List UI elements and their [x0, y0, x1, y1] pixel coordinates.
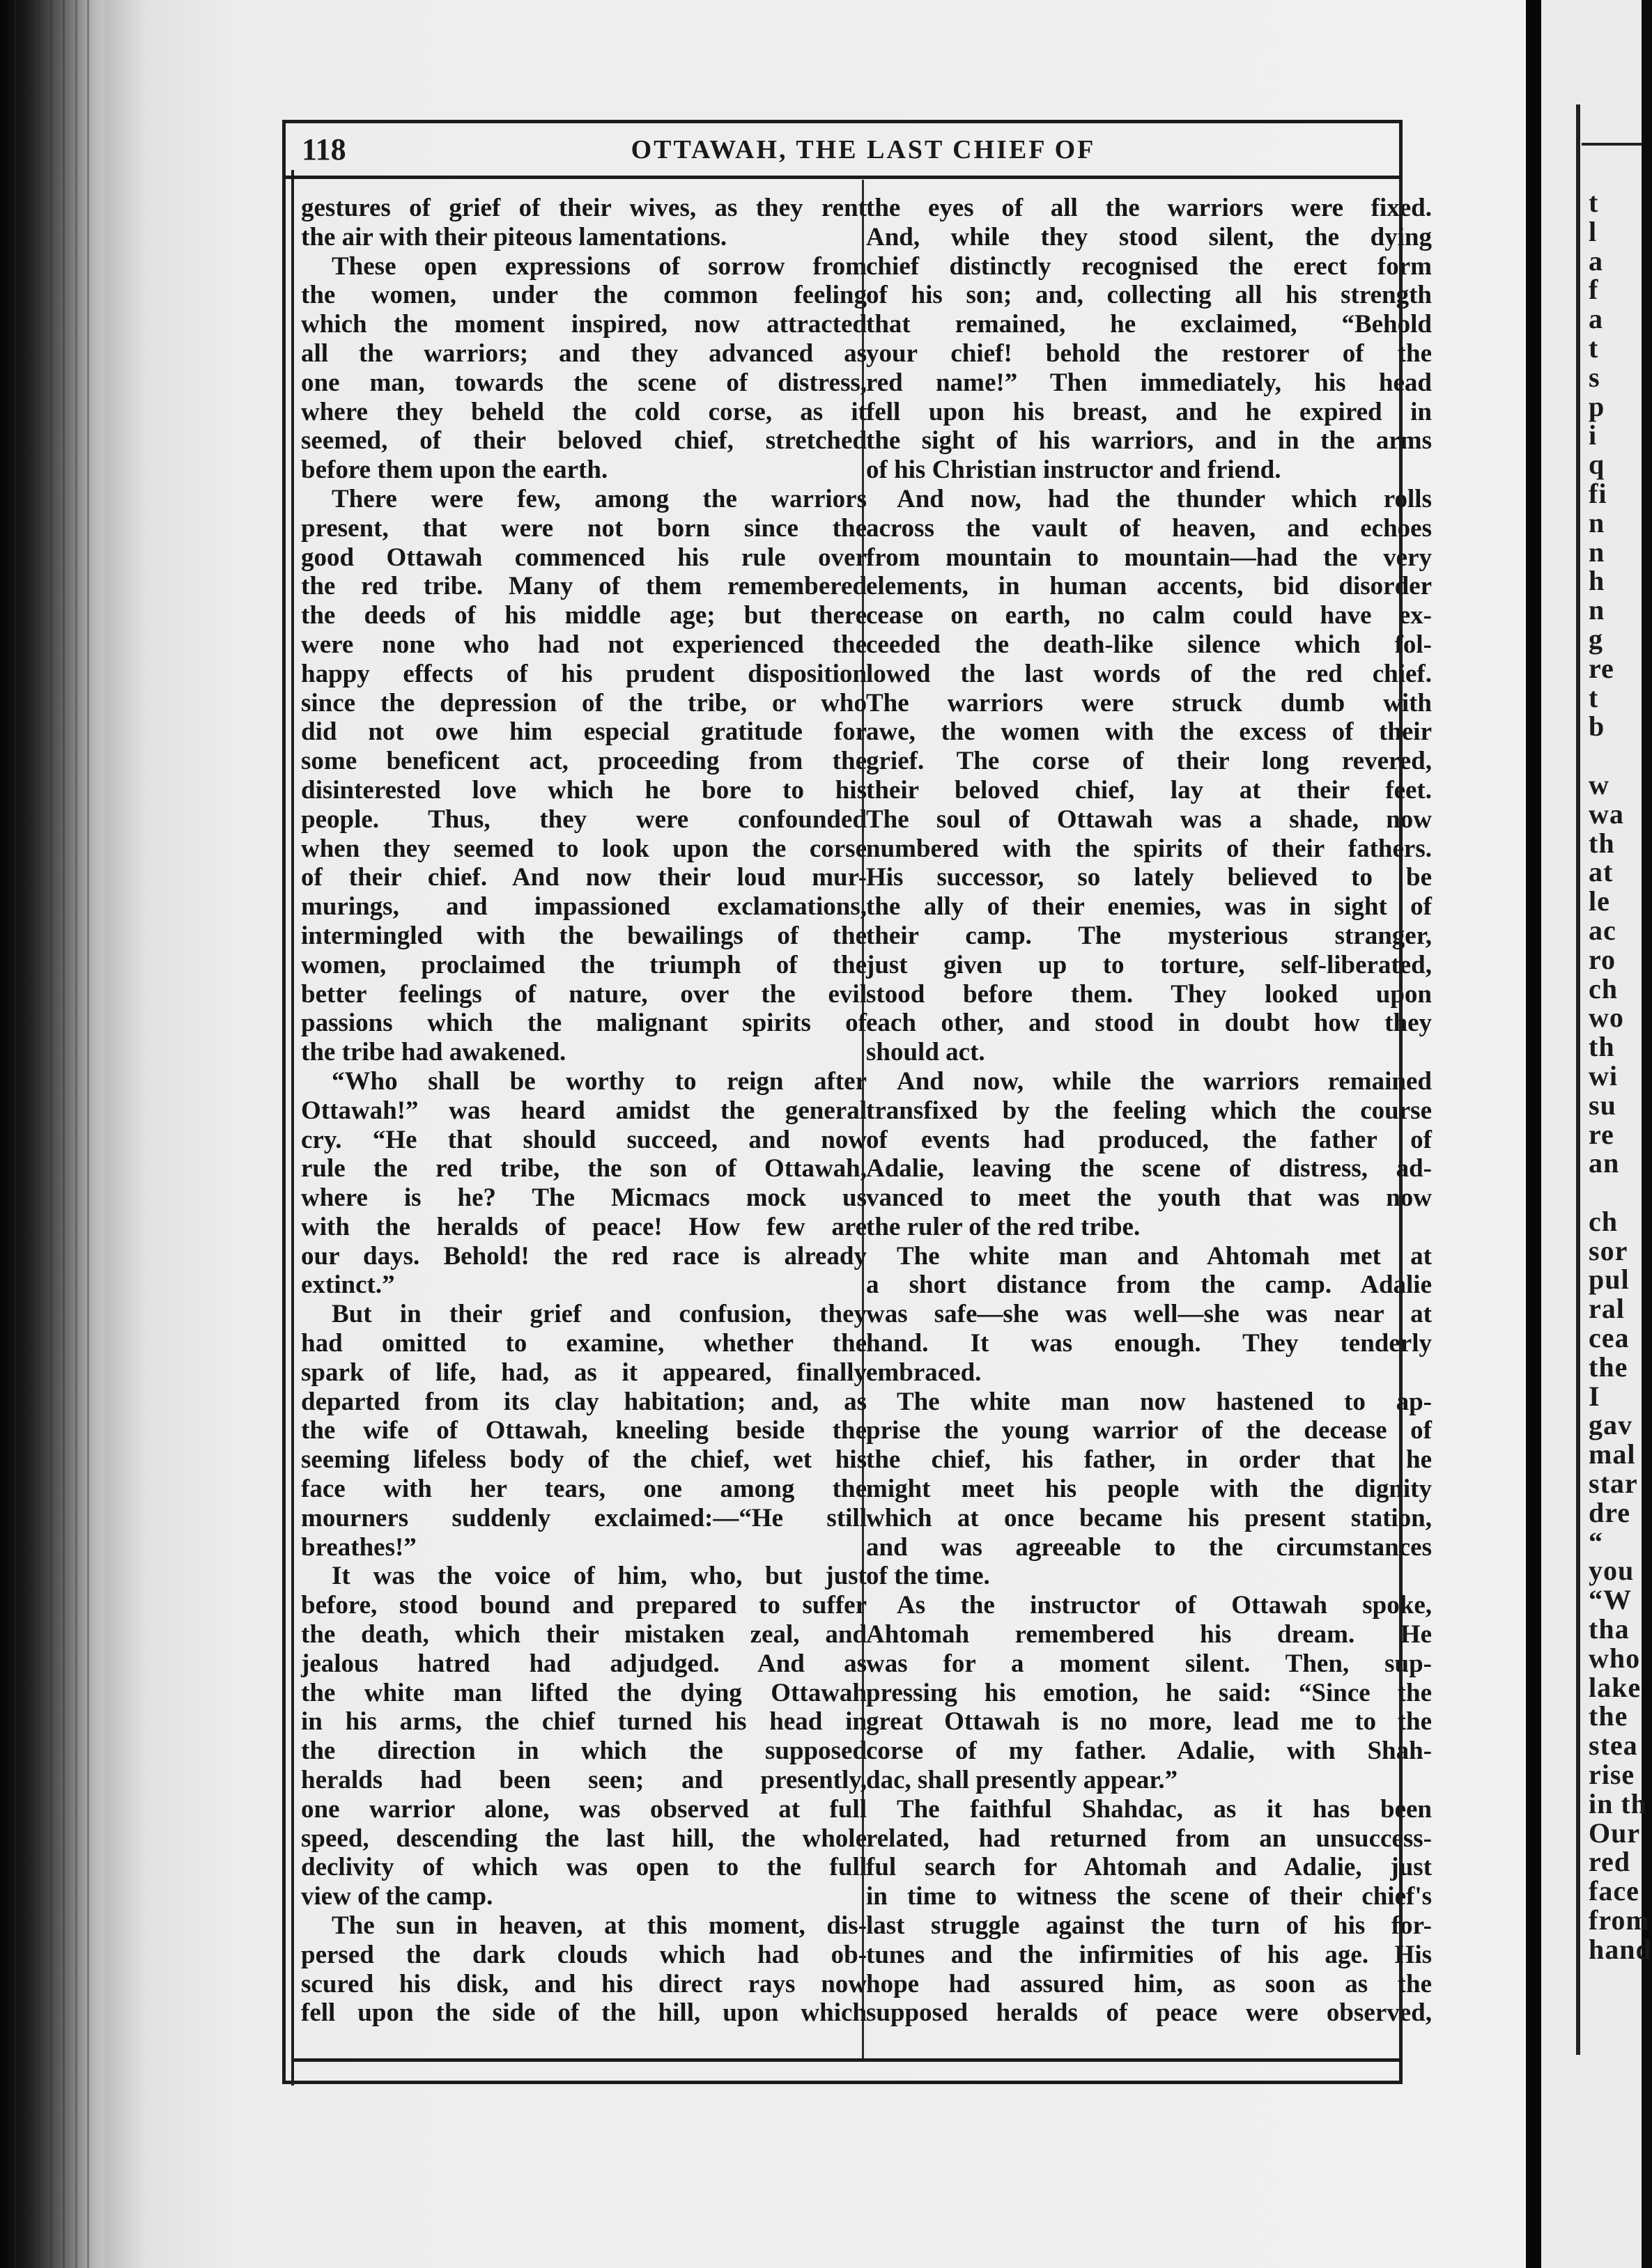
fragment-line: th	[1589, 827, 1615, 859]
fragment-line: Our	[1589, 1817, 1641, 1849]
page-edge-line	[63, 0, 65, 2268]
text-line: chief distinctly recognised the erect form	[866, 251, 1432, 281]
text-line: with the heralds of peace! How few are	[301, 1212, 867, 1241]
fragment-line: face	[1589, 1875, 1639, 1907]
text-line: These open expressions of sorrow from	[332, 251, 867, 281]
page-number: 118	[302, 132, 346, 166]
text-line: There were few, among the warriors	[332, 484, 867, 513]
text-line: the wife of Ottawah, kneeling beside the	[301, 1416, 867, 1445]
page-edge-line	[75, 0, 77, 2268]
text-line: a short distance from the camp. Adalie	[866, 1271, 1432, 1300]
fragment-line: i	[1589, 419, 1598, 451]
page-edge-line	[87, 0, 89, 2268]
text-line: stood before them. They looked upon	[866, 979, 1432, 1009]
text-line: scured his disk, and his direct rays now	[301, 1969, 867, 1998]
fragment-line: p	[1589, 390, 1605, 422]
text-line: red name!” Then immediately, his head	[866, 368, 1432, 397]
fragment-line: g	[1589, 623, 1603, 655]
fragment-line: rise	[1589, 1759, 1635, 1791]
text-line: which the moment inspired, now attracted	[301, 310, 867, 339]
text-line: each other, and stood in doubt how they	[866, 1009, 1432, 1038]
facing-page-text	[1589, 187, 1652, 1965]
text-line: rule the red tribe, the son of Ottawah,	[301, 1154, 867, 1183]
text-line: the red tribe. Many of them remembered	[301, 572, 867, 601]
text-line: people. Thus, they were confounded	[301, 805, 867, 834]
fragment-line: “	[1589, 1525, 1603, 1558]
page-edge-line	[38, 0, 40, 2268]
text-line: disinterested love which he bore to his	[301, 775, 867, 805]
text-line: Adalie, leaving the scene of distress, ad-	[866, 1154, 1432, 1183]
facing-page-frame	[1576, 104, 1580, 2055]
text-line: supposed heralds of peace were observed,	[866, 1998, 1432, 2028]
text-line: did not owe him especial gratitude for	[301, 717, 867, 747]
text-line: the eyes of all the warriors were fixed.	[866, 194, 1432, 222]
fragment-line: b	[1589, 710, 1605, 743]
text-column-left	[301, 194, 867, 2028]
fragment-line: l	[1589, 215, 1598, 247]
fragment-line: star	[1589, 1468, 1638, 1500]
text-line: was safe—she was well—she was near at	[866, 1300, 1432, 1329]
page-edge-line	[26, 0, 29, 2268]
fragment-line: wa	[1589, 798, 1624, 830]
fragment-line: red	[1589, 1846, 1631, 1878]
text-line: since the depression of the tribe, or who	[301, 688, 867, 717]
text-line: The soul of Ottawah was a shade, now	[866, 805, 1432, 834]
text-line: the sight of his warriors, and in the arms	[866, 426, 1432, 456]
fragment-line: cea	[1589, 1322, 1630, 1354]
text-line: their camp. The mysterious stranger,	[866, 921, 1432, 950]
fragment-line: ral	[1589, 1293, 1625, 1325]
text-line: The faithful Shahdac, as it has been	[897, 1794, 1432, 1824]
text-line: cease on earth, no calm could have ex-	[866, 601, 1432, 630]
text-line: some beneficent act, proceeding from the	[301, 747, 867, 776]
fragment-line: h	[1589, 565, 1605, 597]
book-gutter	[1526, 0, 1541, 2268]
text-line: As the instructor of Ottawah spoke,	[897, 1591, 1432, 1620]
fragment-line: t	[1589, 332, 1599, 364]
text-line: declivity of which was open to the full	[301, 1853, 867, 1882]
text-line: and was agreeable to the circumstances	[866, 1532, 1432, 1562]
text-line: had omitted to examine, whether the	[301, 1329, 867, 1358]
text-line: intermingled with the bewailings of the	[301, 921, 867, 950]
text-line: And now, had the thunder which rolls	[897, 484, 1432, 513]
text-line: passions which the malignant spirits of	[301, 1009, 867, 1038]
text-line: women, proclaimed the triumph of the	[301, 950, 867, 979]
text-line: fell upon his breast, and he expired in	[866, 397, 1432, 426]
text-line: our days. Behold! the red race is already	[301, 1241, 867, 1271]
facing-page-header-rule	[1582, 143, 1642, 146]
fragment-line: at	[1589, 856, 1614, 888]
text-line: the ally of their enemies, was in sight of	[866, 892, 1432, 922]
fragment-line: the	[1589, 1351, 1628, 1383]
text-line: might meet his people with the dignity	[866, 1475, 1432, 1504]
page-header	[282, 129, 1403, 171]
fragment-line: w	[1589, 768, 1609, 800]
text-line: pressing his emotion, he said: “Since the	[866, 1678, 1432, 1707]
text-line: The white man and Ahtomah met at	[897, 1241, 1432, 1271]
text-line: vanced to meet the youth that was now	[866, 1183, 1432, 1213]
fragment-line: gav	[1589, 1409, 1632, 1441]
text-line: of events had produced, the father of	[866, 1125, 1432, 1154]
text-line: gestures of grief of their wives, as they rent	[301, 194, 867, 222]
text-line: The sun in heaven, at this moment, dis-	[332, 1911, 867, 1941]
fragment-line: who	[1589, 1642, 1641, 1674]
fragment-line: wo	[1589, 1002, 1624, 1034]
text-line: related, had returned from an unsuccess-	[866, 1824, 1432, 1853]
text-line: happy effects of his prudent disposition	[301, 659, 867, 688]
header-rule	[282, 176, 1403, 179]
fragment-line: sor	[1589, 1234, 1628, 1266]
text-line: when they seemed to look upon the corse	[301, 834, 867, 863]
fragment-line: ro	[1589, 943, 1616, 975]
text-line: dac, shall presently appear.”	[866, 1766, 1178, 1795]
fragment-line: th	[1589, 1031, 1615, 1063]
text-line: It was the voice of him, who, but just	[332, 1562, 867, 1591]
text-line: view of the camp.	[301, 1882, 493, 1911]
text-line: which at once became his present station,	[866, 1503, 1432, 1532]
fragment-line: I	[1589, 1380, 1600, 1412]
text-line: elements, in human accents, bid disorder	[866, 572, 1432, 601]
fragment-line: re	[1589, 652, 1614, 684]
fragment-line: n	[1589, 594, 1605, 626]
text-line: the death, which their mistaken zeal, and	[301, 1620, 867, 1649]
frame-inner-rule	[291, 170, 294, 2086]
text-line: speed, descending the last hill, the whole	[301, 1824, 867, 1853]
text-line: hand. It was enough. They tenderly	[866, 1329, 1432, 1358]
text-line: last struggle against the turn of his for-	[866, 1911, 1432, 1941]
text-line: from mountain to mountain—had the very	[866, 543, 1432, 572]
fragment-line: fi	[1589, 477, 1607, 509]
text-line: the tribe had awakened.	[301, 1038, 566, 1067]
text-line: should act.	[866, 1038, 985, 1067]
fragment-line: a	[1589, 303, 1603, 335]
text-line: before, stood bound and prepared to suffer	[301, 1591, 867, 1620]
text-line: your chief! behold the restorer of the	[866, 339, 1432, 368]
fragment-line: an	[1589, 1147, 1620, 1179]
text-line: where they beheld the cold corse, as it	[301, 397, 867, 426]
page-edge-line	[14, 0, 16, 2268]
text-line: persed the dark clouds which had ob-	[301, 1940, 867, 1969]
text-line: And now, while the warriors remained	[897, 1066, 1432, 1096]
text-line: cry. “He that should succeed, and now	[301, 1125, 867, 1154]
text-line: tunes and the infirmities of his age. His	[866, 1940, 1432, 1969]
fragment-line	[1589, 1178, 1644, 1207]
text-line: fell upon the side of the hill, upon which	[301, 1998, 867, 2028]
text-line: the deeds of his middle age; but there	[301, 601, 867, 630]
text-line: good Ottawah commenced his rule over	[301, 543, 867, 572]
running-head: OTTAWAH, THE LAST CHIEF OF	[631, 135, 1096, 164]
text-line: were none who had not experienced the	[301, 630, 867, 659]
text-line: in his arms, the chief turned his head in	[301, 1707, 867, 1737]
fragment-line: mal	[1589, 1438, 1636, 1470]
text-column-right	[866, 194, 1432, 2028]
text-line: across the vault of heaven, and echoes	[866, 513, 1432, 543]
text-line: one man, towards the scene of distress,	[301, 368, 867, 397]
text-line: murings, and impassioned exclamations,	[301, 892, 867, 922]
text-line: the chief, his father, in order that he	[866, 1445, 1432, 1475]
fragment-line: ch	[1589, 1205, 1618, 1237]
fragment-line: “W	[1589, 1584, 1632, 1616]
text-line: great Ottawah is no more, lead me to the	[866, 1707, 1432, 1737]
text-line: hope had assured him, as soon as the	[866, 1969, 1432, 1998]
text-line: The white man now hastened to ap-	[897, 1387, 1432, 1416]
fragment-line: su	[1589, 1089, 1616, 1121]
text-line: of his son; and, collecting all his strength	[866, 281, 1432, 310]
bottom-rule	[293, 2058, 1403, 2062]
text-line: that remained, he exclaimed, “Behold	[866, 310, 1432, 339]
fragment-line: t	[1589, 681, 1599, 713]
fragment-line: the	[1589, 1700, 1628, 1732]
text-line: And, while they stood silent, the dying	[866, 222, 1432, 251]
text-line: of the time.	[866, 1562, 990, 1591]
fragment-line: wi	[1589, 1059, 1618, 1092]
facing-page-fragment	[1541, 0, 1652, 2268]
fragment-line: n	[1589, 506, 1605, 538]
text-line: before them upon the earth.	[301, 456, 608, 485]
text-line: the ruler of the red tribe.	[866, 1212, 1141, 1241]
text-line: was for a moment silent. Then, sup-	[866, 1649, 1432, 1678]
text-line: corse of my father. Adalie, with Shah-	[866, 1737, 1432, 1766]
fragment-line: n	[1589, 536, 1605, 568]
fragment-line: le	[1589, 885, 1610, 917]
text-line: one warrior alone, was observed at full	[301, 1794, 867, 1824]
fragment-line: t	[1589, 187, 1599, 218]
text-line: just given up to torture, self-liberated,	[866, 950, 1432, 979]
text-line: numbered with the spirits of their fathers.	[866, 834, 1432, 863]
text-line: transfixed by the feeling which the course	[866, 1096, 1432, 1125]
text-line: present, that were not born since the	[301, 513, 867, 543]
text-line: Ahtomah remembered his dream. He	[866, 1620, 1432, 1649]
text-line: ful search for Ahtomah and Adalie, just	[866, 1853, 1432, 1882]
fragment-line: you	[1589, 1555, 1635, 1587]
text-line: all the warriors; and they advanced as	[301, 339, 867, 368]
text-line: ceeded the death-like silence which fol-	[866, 630, 1432, 659]
text-line: extinct.”	[301, 1271, 395, 1300]
fragment-line: from	[1589, 1904, 1650, 1936]
text-line: the white man lifted the dying Ottawah	[301, 1678, 867, 1707]
fragment-line: tha	[1589, 1613, 1630, 1645]
text-line: Ottawah!” was heard amidst the general	[301, 1096, 867, 1125]
text-line: face with her tears, one among the	[301, 1475, 867, 1504]
fragment-line: stea	[1589, 1730, 1638, 1762]
text-line: the women, under the common feeling	[301, 281, 867, 310]
fragment-line: ch	[1589, 972, 1618, 1004]
text-line: lowed the last words of the red chief.	[866, 659, 1432, 688]
fragment-line	[1589, 741, 1644, 770]
text-line: seeming lifeless body of the chief, wet his	[301, 1445, 867, 1475]
text-line: the air with their piteous lamentations.	[301, 222, 727, 251]
text-line: of their chief. And now their loud mur-	[301, 863, 867, 892]
fragment-line: hand	[1589, 1933, 1652, 1965]
text-line: embraced.	[866, 1358, 982, 1387]
text-line: jealous hatred had adjudged. And as	[301, 1649, 867, 1678]
text-line: better feelings of nature, over the evil	[301, 979, 867, 1009]
text-line: in time to witness the scene of their chief's	[866, 1882, 1432, 1911]
text-line: His successor, so lately believed to be	[866, 863, 1432, 892]
text-line: their beloved chief, lay at their feet.	[866, 775, 1432, 805]
fragment-line: re	[1589, 1118, 1614, 1150]
fragment-line: f	[1589, 274, 1599, 306]
text-line: But in their grief and confusion, they	[332, 1300, 867, 1329]
text-line: the direction in which the supposed	[301, 1737, 867, 1766]
text-line: of his Christian instructor and friend.	[866, 456, 1281, 485]
text-line: heralds had been seen; and presently,	[301, 1766, 867, 1795]
text-line: seemed, of their beloved chief, stretched	[301, 426, 867, 456]
text-line: “Who shall be worthy to reign after	[332, 1066, 867, 1096]
fragment-line: dre	[1589, 1496, 1631, 1528]
fragment-line: a	[1589, 244, 1603, 277]
text-line: prise the young warrior of the decease of	[866, 1416, 1432, 1445]
page-edge-line	[50, 0, 52, 2268]
fragment-line: lake	[1589, 1671, 1642, 1703]
text-line: where is he? The Micmacs mock us	[301, 1183, 867, 1213]
text-line: mourners suddenly exclaimed:—“He still	[301, 1503, 867, 1532]
fragment-line: ac	[1589, 914, 1616, 946]
book-edge	[0, 0, 122, 2268]
text-line: breathes!”	[301, 1532, 417, 1562]
text-line: The warriors were struck dumb with	[866, 688, 1432, 717]
text-line: departed from its clay habitation; and, as	[301, 1387, 867, 1416]
text-line: awe, the women with the excess of their	[866, 717, 1432, 747]
fragment-line: in th	[1589, 1787, 1647, 1819]
text-line: spark of life, had, as it appeared, finally	[301, 1358, 867, 1387]
fragment-line: q	[1589, 449, 1605, 481]
text-line: grief. The corse of their long revered,	[866, 747, 1432, 776]
fragment-line: s	[1589, 361, 1600, 393]
fragment-line: pul	[1589, 1264, 1630, 1296]
